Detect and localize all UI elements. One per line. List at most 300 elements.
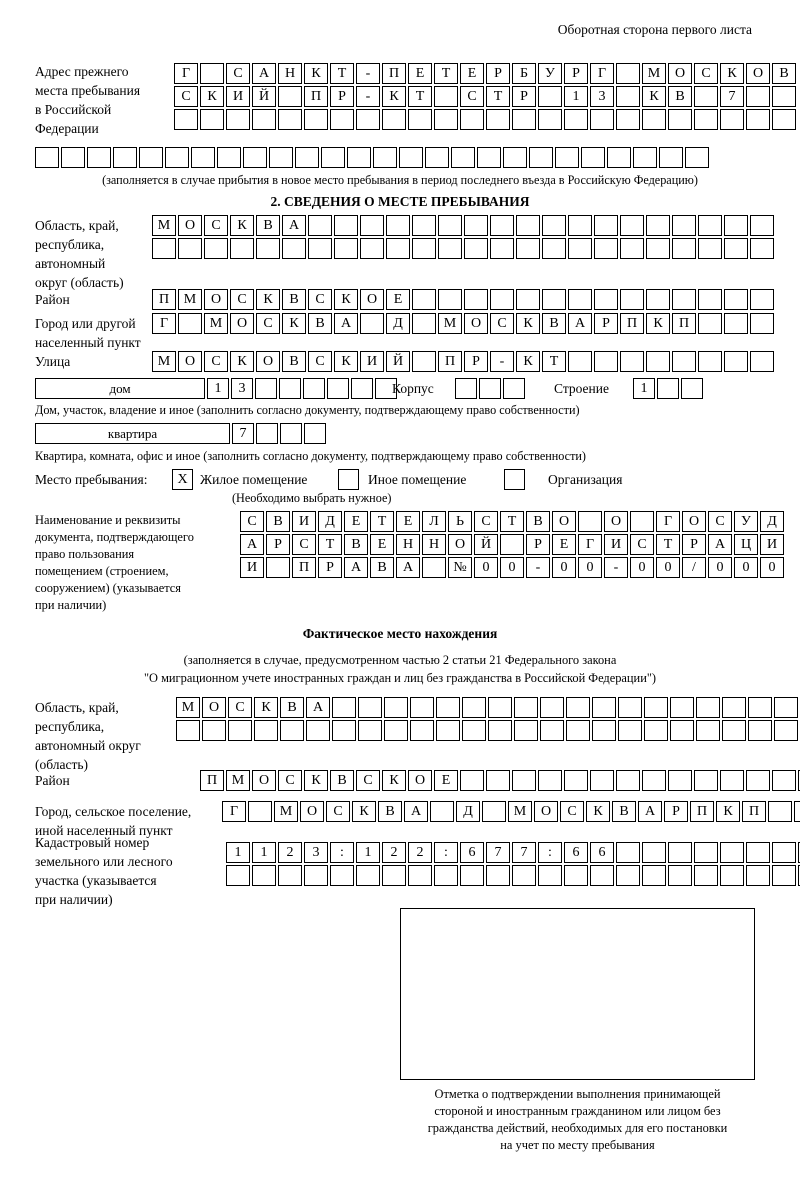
char-cell[interactable] xyxy=(616,842,640,863)
char-cell[interactable] xyxy=(620,215,644,236)
char-cell[interactable]: Р xyxy=(330,86,354,107)
char-cell[interactable] xyxy=(462,720,486,741)
char-cell[interactable]: Т xyxy=(370,511,394,532)
char-cell[interactable] xyxy=(308,238,332,259)
char-cell[interactable] xyxy=(538,865,562,886)
char-cell[interactable] xyxy=(542,238,566,259)
char-cell[interactable]: О xyxy=(746,63,770,84)
char-cell[interactable] xyxy=(516,238,540,259)
char-cell[interactable] xyxy=(308,215,332,236)
char-cell[interactable] xyxy=(282,238,306,259)
char-cell[interactable] xyxy=(412,313,436,334)
char-cell[interactable]: Р xyxy=(464,351,488,372)
char-cell[interactable] xyxy=(304,865,328,886)
char-cell[interactable]: С xyxy=(460,86,484,107)
char-cell[interactable] xyxy=(304,423,326,444)
char-cell[interactable] xyxy=(555,147,579,168)
char-cell[interactable] xyxy=(657,378,679,399)
char-cell[interactable]: О xyxy=(448,534,472,555)
char-cell[interactable] xyxy=(408,109,432,130)
char-cell[interactable]: О xyxy=(178,351,202,372)
char-cell[interactable]: М xyxy=(438,313,462,334)
char-cell[interactable]: В xyxy=(344,534,368,555)
char-cell[interactable] xyxy=(696,720,720,741)
char-cell[interactable] xyxy=(581,147,605,168)
char-cell[interactable] xyxy=(698,215,722,236)
char-cell[interactable]: Н xyxy=(396,534,420,555)
char-cell[interactable] xyxy=(772,842,796,863)
char-cell[interactable] xyxy=(278,109,302,130)
char-cell[interactable]: И xyxy=(240,557,264,578)
char-cell[interactable]: 3 xyxy=(231,378,253,399)
flat-cells[interactable] xyxy=(232,423,326,444)
char-cell[interactable] xyxy=(512,109,536,130)
char-cell[interactable] xyxy=(670,697,694,718)
char-cell[interactable] xyxy=(672,351,696,372)
char-cell[interactable] xyxy=(382,109,406,130)
char-cell[interactable] xyxy=(306,720,330,741)
char-cell[interactable]: А xyxy=(568,313,592,334)
char-cell[interactable]: У xyxy=(538,63,562,84)
char-cell[interactable] xyxy=(668,842,692,863)
char-cell[interactable] xyxy=(217,147,241,168)
char-cell[interactable]: Р xyxy=(664,801,688,822)
char-cell[interactable]: Л xyxy=(422,511,446,532)
char-cell[interactable]: 0 xyxy=(500,557,524,578)
char-cell[interactable] xyxy=(330,109,354,130)
char-cell[interactable]: А xyxy=(404,801,428,822)
char-cell[interactable]: Г xyxy=(656,511,680,532)
char-cell[interactable] xyxy=(768,801,792,822)
char-cell[interactable]: 0 xyxy=(474,557,498,578)
char-cell[interactable] xyxy=(334,238,358,259)
char-cell[interactable]: 1 xyxy=(564,86,588,107)
char-cell[interactable]: П xyxy=(152,289,176,310)
char-cell[interactable] xyxy=(252,865,276,886)
char-cell[interactable]: С xyxy=(204,215,228,236)
char-cell[interactable]: М xyxy=(642,63,666,84)
char-cell[interactable]: П xyxy=(438,351,462,372)
stroenie-cells[interactable] xyxy=(633,378,703,399)
char-cell[interactable]: Т xyxy=(318,534,342,555)
char-cell[interactable]: К xyxy=(642,86,666,107)
char-cell[interactable] xyxy=(633,147,657,168)
char-cell[interactable] xyxy=(451,147,475,168)
char-cell[interactable] xyxy=(384,720,408,741)
char-cell[interactable]: 0 xyxy=(552,557,576,578)
char-cell[interactable] xyxy=(722,720,746,741)
char-cell[interactable] xyxy=(412,238,436,259)
char-cell[interactable]: П xyxy=(742,801,766,822)
char-cell[interactable]: С xyxy=(308,289,332,310)
char-cell[interactable]: К xyxy=(254,697,278,718)
char-cell[interactable] xyxy=(360,215,384,236)
char-cell[interactable]: О xyxy=(408,770,432,791)
char-cell[interactable] xyxy=(358,720,382,741)
char-cell[interactable] xyxy=(644,720,668,741)
char-cell[interactable] xyxy=(279,378,301,399)
char-cell[interactable]: О xyxy=(202,697,226,718)
char-cell[interactable] xyxy=(620,351,644,372)
char-cell[interactable] xyxy=(436,720,460,741)
char-cell[interactable] xyxy=(304,109,328,130)
char-cell[interactable] xyxy=(668,109,692,130)
char-cell[interactable] xyxy=(594,289,618,310)
char-cell[interactable]: С xyxy=(228,697,252,718)
char-cell[interactable]: Е xyxy=(552,534,576,555)
char-cell[interactable] xyxy=(694,865,718,886)
char-cell[interactable]: П xyxy=(382,63,406,84)
char-cell[interactable]: О xyxy=(252,770,276,791)
char-cell[interactable]: А xyxy=(708,534,732,555)
char-cell[interactable] xyxy=(696,697,720,718)
char-cell[interactable] xyxy=(486,770,510,791)
char-cell[interactable]: Р xyxy=(526,534,550,555)
char-cell[interactable]: М xyxy=(176,697,200,718)
char-cell[interactable] xyxy=(594,238,618,259)
char-cell[interactable] xyxy=(568,238,592,259)
char-cell[interactable] xyxy=(618,720,642,741)
char-cell[interactable] xyxy=(486,109,510,130)
char-cell[interactable] xyxy=(646,351,670,372)
char-cell[interactable]: К xyxy=(282,313,306,334)
char-cell[interactable] xyxy=(540,697,564,718)
char-cell[interactable] xyxy=(724,238,748,259)
char-cell[interactable] xyxy=(670,720,694,741)
char-cell[interactable]: С xyxy=(204,351,228,372)
char-cell[interactable] xyxy=(228,720,252,741)
char-cell[interactable] xyxy=(529,147,553,168)
char-cell[interactable]: В xyxy=(378,801,402,822)
char-cell[interactable]: Т xyxy=(542,351,566,372)
char-cell[interactable]: А xyxy=(306,697,330,718)
char-cell[interactable]: Н xyxy=(278,63,302,84)
char-cell[interactable] xyxy=(256,238,280,259)
char-cell[interactable] xyxy=(226,109,250,130)
char-cell[interactable] xyxy=(327,378,349,399)
char-cell[interactable] xyxy=(512,770,536,791)
char-cell[interactable]: Д xyxy=(760,511,784,532)
char-cell[interactable] xyxy=(191,147,215,168)
char-cell[interactable]: С xyxy=(474,511,498,532)
char-cell[interactable]: П xyxy=(200,770,224,791)
char-cell[interactable] xyxy=(61,147,85,168)
char-cell[interactable] xyxy=(438,289,462,310)
char-cell[interactable]: Т xyxy=(656,534,680,555)
char-cell[interactable] xyxy=(200,109,224,130)
char-cell[interactable]: С xyxy=(308,351,332,372)
char-cell[interactable] xyxy=(592,697,616,718)
char-cell[interactable]: К xyxy=(304,63,328,84)
char-cell[interactable] xyxy=(748,697,772,718)
char-cell[interactable] xyxy=(616,865,640,886)
char-cell[interactable] xyxy=(490,215,514,236)
char-cell[interactable]: А xyxy=(344,557,368,578)
char-cell[interactable]: № xyxy=(448,557,472,578)
char-cell[interactable]: М xyxy=(226,770,250,791)
char-cell[interactable] xyxy=(230,238,254,259)
char-cell[interactable]: С xyxy=(356,770,380,791)
char-cell[interactable] xyxy=(590,109,614,130)
char-cell[interactable]: Д xyxy=(386,313,410,334)
char-cell[interactable] xyxy=(540,720,564,741)
char-cell[interactable] xyxy=(568,289,592,310)
char-cell[interactable]: 3 xyxy=(304,842,328,863)
char-cell[interactable] xyxy=(642,109,666,130)
char-cell[interactable] xyxy=(668,770,692,791)
char-cell[interactable] xyxy=(87,147,111,168)
char-cell[interactable] xyxy=(578,511,602,532)
char-cell[interactable]: С xyxy=(630,534,654,555)
char-cell[interactable] xyxy=(204,238,228,259)
char-cell[interactable]: С xyxy=(490,313,514,334)
char-cell[interactable]: В xyxy=(612,801,636,822)
char-cell[interactable]: 0 xyxy=(578,557,602,578)
char-cell[interactable] xyxy=(616,86,640,107)
char-cell[interactable] xyxy=(538,86,562,107)
char-cell[interactable]: В xyxy=(330,770,354,791)
char-cell[interactable]: Б xyxy=(512,63,536,84)
char-cell[interactable] xyxy=(672,238,696,259)
char-cell[interactable] xyxy=(434,865,458,886)
char-cell[interactable] xyxy=(564,865,588,886)
char-cell[interactable] xyxy=(694,770,718,791)
char-cell[interactable]: Н xyxy=(422,534,446,555)
char-cell[interactable]: С xyxy=(292,534,316,555)
char-cell[interactable] xyxy=(542,215,566,236)
char-cell[interactable]: Т xyxy=(330,63,354,84)
char-cell[interactable]: А xyxy=(240,534,264,555)
char-cell[interactable]: 3 xyxy=(590,86,614,107)
char-cell[interactable] xyxy=(351,378,373,399)
char-cell[interactable] xyxy=(176,720,200,741)
char-cell[interactable]: 0 xyxy=(630,557,654,578)
char-cell[interactable] xyxy=(438,215,462,236)
char-cell[interactable] xyxy=(746,109,770,130)
char-cell[interactable]: 2 xyxy=(382,842,406,863)
char-cell[interactable] xyxy=(698,238,722,259)
char-cell[interactable] xyxy=(566,697,590,718)
char-cell[interactable]: О xyxy=(682,511,706,532)
char-cell[interactable]: А xyxy=(638,801,662,822)
char-cell[interactable] xyxy=(590,770,614,791)
char-cell[interactable] xyxy=(455,378,477,399)
char-cell[interactable] xyxy=(412,351,436,372)
char-cell[interactable]: С xyxy=(694,63,718,84)
char-cell[interactable] xyxy=(226,865,250,886)
char-cell[interactable]: И xyxy=(360,351,384,372)
char-cell[interactable] xyxy=(774,697,798,718)
char-cell[interactable] xyxy=(694,86,718,107)
char-cell[interactable]: - xyxy=(356,86,380,107)
char-cell[interactable] xyxy=(646,289,670,310)
char-cell[interactable] xyxy=(566,720,590,741)
actual-district-cell-row[interactable] xyxy=(200,770,800,791)
char-cell[interactable]: В xyxy=(772,63,796,84)
char-cell[interactable] xyxy=(360,238,384,259)
char-cell[interactable]: : xyxy=(330,842,354,863)
char-cell[interactable] xyxy=(269,147,293,168)
korpus-cells[interactable] xyxy=(455,378,525,399)
char-cell[interactable]: 1 xyxy=(356,842,380,863)
char-cell[interactable]: С xyxy=(174,86,198,107)
char-cell[interactable]: В xyxy=(526,511,550,532)
char-cell[interactable] xyxy=(590,865,614,886)
char-cell[interactable] xyxy=(178,238,202,259)
char-cell[interactable] xyxy=(724,289,748,310)
char-cell[interactable]: С xyxy=(278,770,302,791)
char-cell[interactable] xyxy=(373,147,397,168)
char-cell[interactable] xyxy=(334,215,358,236)
char-cell[interactable]: К xyxy=(646,313,670,334)
char-cell[interactable] xyxy=(514,720,538,741)
char-cell[interactable] xyxy=(412,289,436,310)
char-cell[interactable]: О xyxy=(668,63,692,84)
prev-address-extra-row[interactable] xyxy=(35,147,709,168)
char-cell[interactable] xyxy=(436,697,460,718)
char-cell[interactable]: Т xyxy=(500,511,524,532)
char-cell[interactable] xyxy=(479,378,501,399)
char-cell[interactable] xyxy=(460,865,484,886)
char-cell[interactable] xyxy=(256,423,278,444)
char-cell[interactable] xyxy=(303,378,325,399)
char-cell[interactable] xyxy=(488,720,512,741)
char-cell[interactable]: 7 xyxy=(486,842,510,863)
char-cell[interactable] xyxy=(35,147,59,168)
char-cell[interactable] xyxy=(772,86,796,107)
char-cell[interactable] xyxy=(280,423,302,444)
char-cell[interactable]: К xyxy=(382,86,406,107)
char-cell[interactable] xyxy=(360,313,384,334)
char-cell[interactable] xyxy=(750,289,774,310)
char-cell[interactable] xyxy=(254,720,278,741)
char-cell[interactable]: П xyxy=(304,86,328,107)
char-cell[interactable] xyxy=(490,238,514,259)
char-cell[interactable]: Е xyxy=(370,534,394,555)
char-cell[interactable] xyxy=(720,770,744,791)
actual-region-cell-rows[interactable] xyxy=(176,697,798,741)
char-cell[interactable] xyxy=(720,109,744,130)
char-cell[interactable]: В xyxy=(282,289,306,310)
char-cell[interactable] xyxy=(386,238,410,259)
char-cell[interactable] xyxy=(724,215,748,236)
char-cell[interactable] xyxy=(592,720,616,741)
char-cell[interactable]: В xyxy=(266,511,290,532)
char-cell[interactable] xyxy=(202,720,226,741)
char-cell[interactable] xyxy=(430,801,454,822)
char-cell[interactable]: А xyxy=(282,215,306,236)
char-cell[interactable]: К xyxy=(230,351,254,372)
char-cell[interactable] xyxy=(750,313,774,334)
char-cell[interactable]: И xyxy=(604,534,628,555)
char-cell[interactable] xyxy=(486,865,510,886)
char-cell[interactable]: В xyxy=(256,215,280,236)
char-cell[interactable] xyxy=(464,289,488,310)
char-cell[interactable]: Е xyxy=(396,511,420,532)
char-cell[interactable] xyxy=(410,720,434,741)
char-cell[interactable] xyxy=(720,865,744,886)
char-cell[interactable]: П xyxy=(672,313,696,334)
char-cell[interactable]: В xyxy=(280,697,304,718)
char-cell[interactable] xyxy=(568,215,592,236)
char-cell[interactable]: О xyxy=(604,511,628,532)
char-cell[interactable]: Г xyxy=(174,63,198,84)
char-cell[interactable]: О xyxy=(230,313,254,334)
char-cell[interactable] xyxy=(568,351,592,372)
char-cell[interactable]: 2 xyxy=(408,842,432,863)
char-cell[interactable]: К xyxy=(382,770,406,791)
char-cell[interactable] xyxy=(668,865,692,886)
char-cell[interactable] xyxy=(382,865,406,886)
char-cell[interactable]: О xyxy=(300,801,324,822)
char-cell[interactable] xyxy=(512,865,536,886)
char-cell[interactable]: Е xyxy=(434,770,458,791)
char-cell[interactable]: Р xyxy=(564,63,588,84)
char-cell[interactable]: 1 xyxy=(207,378,229,399)
char-cell[interactable] xyxy=(616,109,640,130)
char-cell[interactable] xyxy=(408,865,432,886)
char-cell[interactable] xyxy=(698,351,722,372)
char-cell[interactable] xyxy=(438,238,462,259)
char-cell[interactable] xyxy=(178,313,202,334)
char-cell[interactable]: О xyxy=(178,215,202,236)
char-cell[interactable] xyxy=(681,378,703,399)
char-cell[interactable] xyxy=(620,289,644,310)
checkbox-inoe[interactable] xyxy=(338,469,359,490)
char-cell[interactable] xyxy=(295,147,319,168)
char-cell[interactable] xyxy=(490,289,514,310)
actual-city-cell-row[interactable] xyxy=(222,801,800,822)
char-cell[interactable]: Г xyxy=(222,801,246,822)
char-cell[interactable] xyxy=(464,215,488,236)
char-cell[interactable]: П xyxy=(292,557,316,578)
char-cell[interactable] xyxy=(152,238,176,259)
char-cell[interactable]: Е xyxy=(344,511,368,532)
char-cell[interactable] xyxy=(672,215,696,236)
char-cell[interactable]: И xyxy=(226,86,250,107)
char-cell[interactable]: - xyxy=(604,557,628,578)
char-cell[interactable]: 0 xyxy=(734,557,758,578)
char-cell[interactable]: Д xyxy=(456,801,480,822)
char-cell[interactable]: Т xyxy=(408,86,432,107)
char-cell[interactable] xyxy=(772,109,796,130)
char-cell[interactable]: : xyxy=(538,842,562,863)
char-cell[interactable]: Р xyxy=(682,534,706,555)
char-cell[interactable] xyxy=(542,289,566,310)
char-cell[interactable] xyxy=(514,697,538,718)
char-cell[interactable]: Е xyxy=(408,63,432,84)
char-cell[interactable] xyxy=(255,378,277,399)
char-cell[interactable] xyxy=(358,697,382,718)
char-cell[interactable] xyxy=(266,557,290,578)
char-cell[interactable] xyxy=(642,865,666,886)
char-cell[interactable]: К xyxy=(720,63,744,84)
char-cell[interactable] xyxy=(746,770,770,791)
char-cell[interactable] xyxy=(750,215,774,236)
cadastral-cell-rows[interactable] xyxy=(226,842,800,886)
char-cell[interactable]: Р xyxy=(486,63,510,84)
char-cell[interactable]: М xyxy=(152,215,176,236)
char-cell[interactable]: 2 xyxy=(278,842,302,863)
char-cell[interactable]: В xyxy=(542,313,566,334)
char-cell[interactable]: К xyxy=(516,351,540,372)
char-cell[interactable]: - xyxy=(356,63,380,84)
char-cell[interactable]: С xyxy=(240,511,264,532)
char-cell[interactable]: А xyxy=(334,313,358,334)
char-cell[interactable]: П xyxy=(690,801,714,822)
char-cell[interactable] xyxy=(659,147,683,168)
char-cell[interactable] xyxy=(347,147,371,168)
